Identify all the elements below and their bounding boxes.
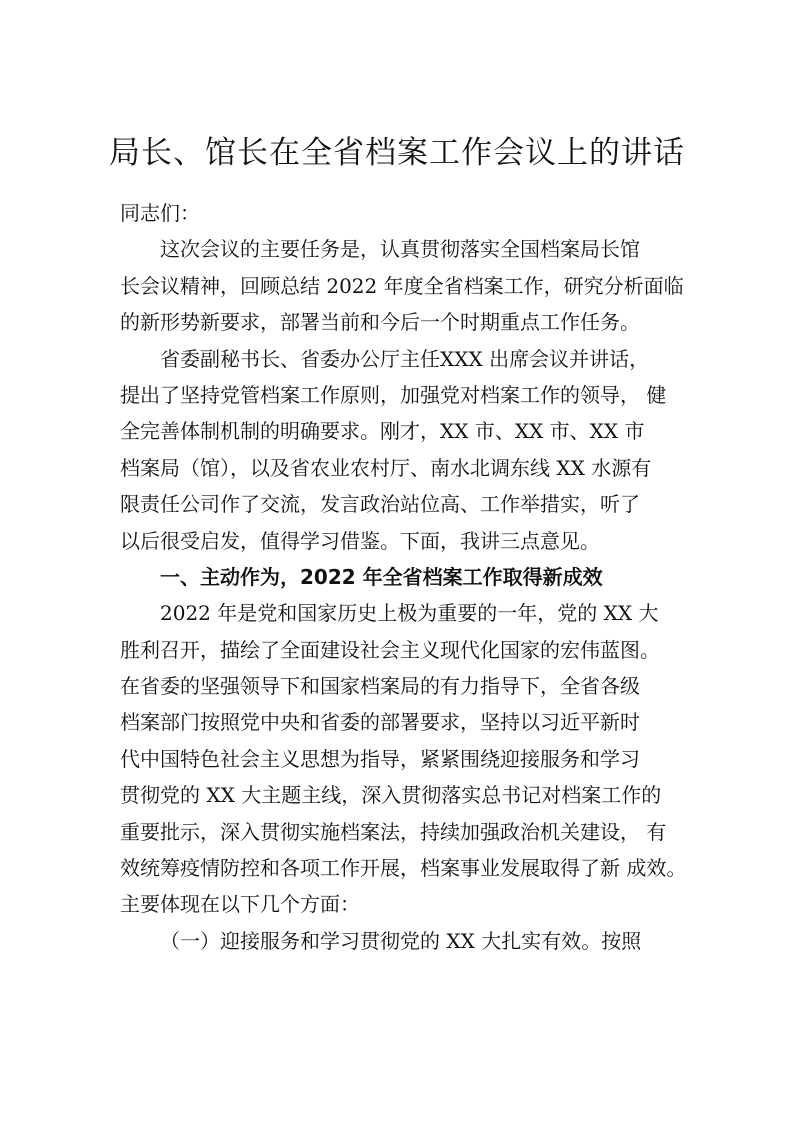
paragraph-line: 主要体现在以下几个方面：	[120, 892, 360, 917]
paragraph-line: 在省委的坚强领导下和国家档案局的有力指导下，全省各级	[120, 674, 640, 699]
paragraph-line: 档案部门按照党中央和省委的部署要求，坚持以习近平新时	[120, 710, 640, 735]
paragraph-line: 效统筹疫情防控和各项工作开展，档案事业发展取得了新 成效。	[120, 856, 687, 881]
document-body	[120, 195, 690, 959]
document-title: 局长、馆长在全省档案工作会议上的讲话	[109, 135, 685, 171]
paragraph-line: 同志们：	[120, 201, 200, 225]
paragraph-line: 这次会议的主要任务是，认真贯彻落实全国档案局长馆	[160, 237, 640, 262]
paragraph-line: 2022 年是党和国家历史上极为重要的一年，党的 XX 大	[160, 601, 659, 626]
paragraph-line: 省委副秘书长、省委办公厅主任XXX 出席会议并讲话，	[160, 346, 650, 371]
paragraph-line: 以后很受启发，值得学习借鉴。下面，我讲三点意见。	[120, 528, 600, 553]
paragraph-line: 限责任公司作了交流，发言政治站位高、工作举措实，听了	[120, 492, 640, 517]
paragraph-line: 提出了坚持党管档案工作原则，加强党对档案工作的领导， 健	[120, 382, 667, 407]
paragraph-line: 重要批示，深入贯彻实施档案法，持续加强政治机关建设， 有	[120, 819, 667, 844]
paragraph-line: 档案局（馆），以及省农业农村厅、南水北调东线 XX 水源有	[120, 455, 652, 480]
paragraph-line: 的新形势新要求，部署当前和今后一个时期重点工作任务。	[120, 310, 640, 335]
paragraph-line: 贯彻党的 XX 大主题主线，深入贯彻落实总书记对档案工作的	[120, 783, 662, 808]
paragraph-line: 长会议精神，回顾总结 2022 年度全省档案工作，研究分析面临	[120, 273, 684, 298]
paragraph-line: 代中国特色社会主义思想为指导，紧紧围绕迎接服务和学习	[120, 746, 640, 771]
section-heading: 一、主动作为，2022 年全省档案工作取得新成效	[160, 564, 603, 589]
paragraph-line: （一）迎接服务和学习贯彻党的 XX 大扎实有效。按照	[160, 928, 642, 953]
paragraph-line: 胜利召开，描绘了全面建设社会主义现代化国家的宏伟蓝图。	[120, 637, 660, 662]
paragraph-line: 全完善体制机制的明确要求。刚才，XX 市、XX 市、XX 市	[120, 419, 645, 444]
